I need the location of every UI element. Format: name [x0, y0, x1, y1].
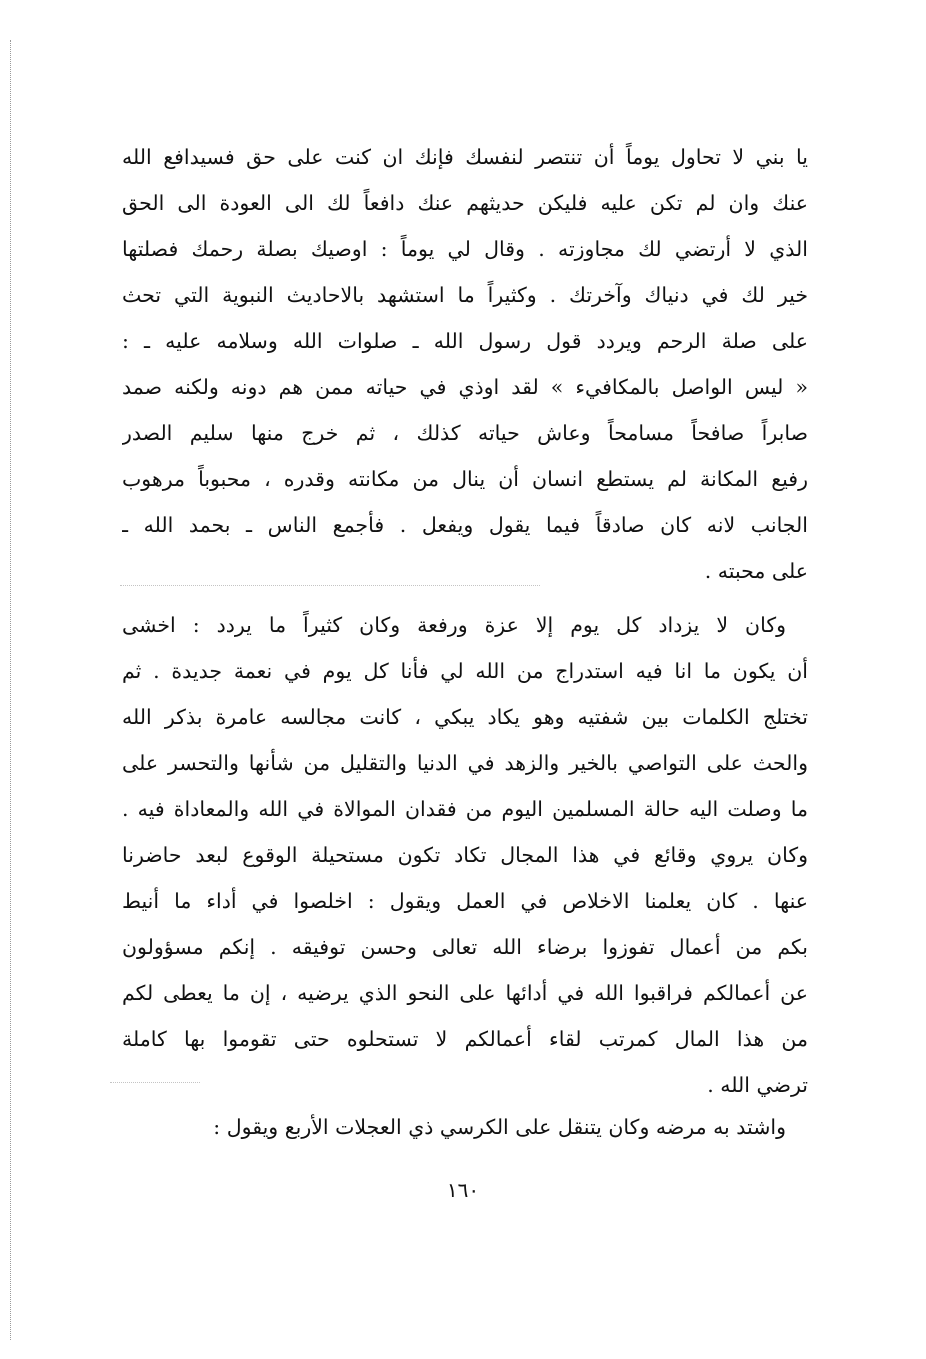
text-line: بكم من أعمال تفوزوا برضاء الله تعالى وحسن توفيقه . إنكم مسؤولون [122, 935, 808, 959]
text-line: عنك وان لم تكن عليه فليكن حديثهم عنك دافعاً لك الى العودة الى الحق [122, 191, 808, 215]
scan-edge-dots [10, 40, 11, 1340]
text-line: عنها . كان يعلمنا الاخلاص في العمل ويقول : اخلصوا في أداء ما أنيط [122, 889, 808, 913]
text-line: خير لك في دنياك وآخرتك . وكثيراً ما استشهد بالاحاديث النبوية التي تحث [122, 283, 808, 307]
text-line: والحث على التواصي بالخير والزهد في الدنيا والتقليل من شأنها والتحسر على [122, 751, 808, 775]
text-line: الجانب لانه كان صادقاً فيما يقول ويفعل . فأجمع الناس ـ بحمد الله ـ [122, 513, 808, 537]
text-line: على صلة الرحم ويردد قول رسول الله ـ صلوات الله وسلامه عليه ـ : [122, 329, 808, 353]
text-line: يا بني لا تحاول يوماً أن تنتصر لنفسك فإنك ان كنت على حق فسيدافع الله [122, 145, 808, 169]
paragraph-1 [122, 134, 808, 594]
text-line: الذي لا أرتضي لك مجاوزته . وقال لي يوماً : اوصيك بصلة رحمك فصلتها [122, 237, 808, 261]
text-line: وكان لا يزداد كل يوم إلا عزة ورفعة وكان كثيراً ما يردد : اخشى [122, 613, 786, 637]
text-line: تختلج الكلمات بين شفتيه وهو يكاد يبكي ، كانت مجالسه عامرة بذكر الله [122, 705, 808, 729]
paragraph-3 [122, 1104, 808, 1150]
text-line: رفيع المكانة لم يستطع انسان أن ينال من مكانته وقدره ، محبوباً مرهوب [122, 467, 808, 491]
text-line: من هذا المال كمرتب لقاء أعمالكم لا تستحلوه حتى تقوموا بها كاملة [122, 1027, 808, 1051]
text-line: صابراً صافحاً مسامحاً وعاش حياته كذلك ، ثم خرج منها سليم الصدر [122, 421, 808, 445]
text-line: وكان يروي وقائع في هذا المجال تكاد تكون مستحيلة الوقوع لبعد حاضرنا [122, 843, 808, 867]
text-line: ترضي الله . [707, 1073, 808, 1097]
text-line: « ليس الواصل بالمكافيء » لقد اوذي في حياته ممن هم دونه ولكنه صمد [122, 375, 808, 399]
text-line: عن أعمالكم فراقبوا الله في أدائها على النحو الذي يرضيه ، إن ما يعطى لكم [122, 981, 808, 1005]
text-line: على محبته . [704, 559, 808, 583]
paragraph-2 [122, 602, 808, 1108]
text-line: أن يكون ما انا فيه استدراج من الله لي فأنا كل يوم في نعمة جديدة . ثم [122, 659, 808, 683]
text-line: واشتد به مرضه وكان يتنقل على الكرسي ذي العجلات الأربع ويقول : [213, 1115, 786, 1139]
page-number: ١٦٠ [446, 1178, 480, 1202]
text-line: ما وصلت اليه حالة المسلمين اليوم من فقدان الموالاة في الله والمعاداة فيه . [122, 797, 808, 821]
